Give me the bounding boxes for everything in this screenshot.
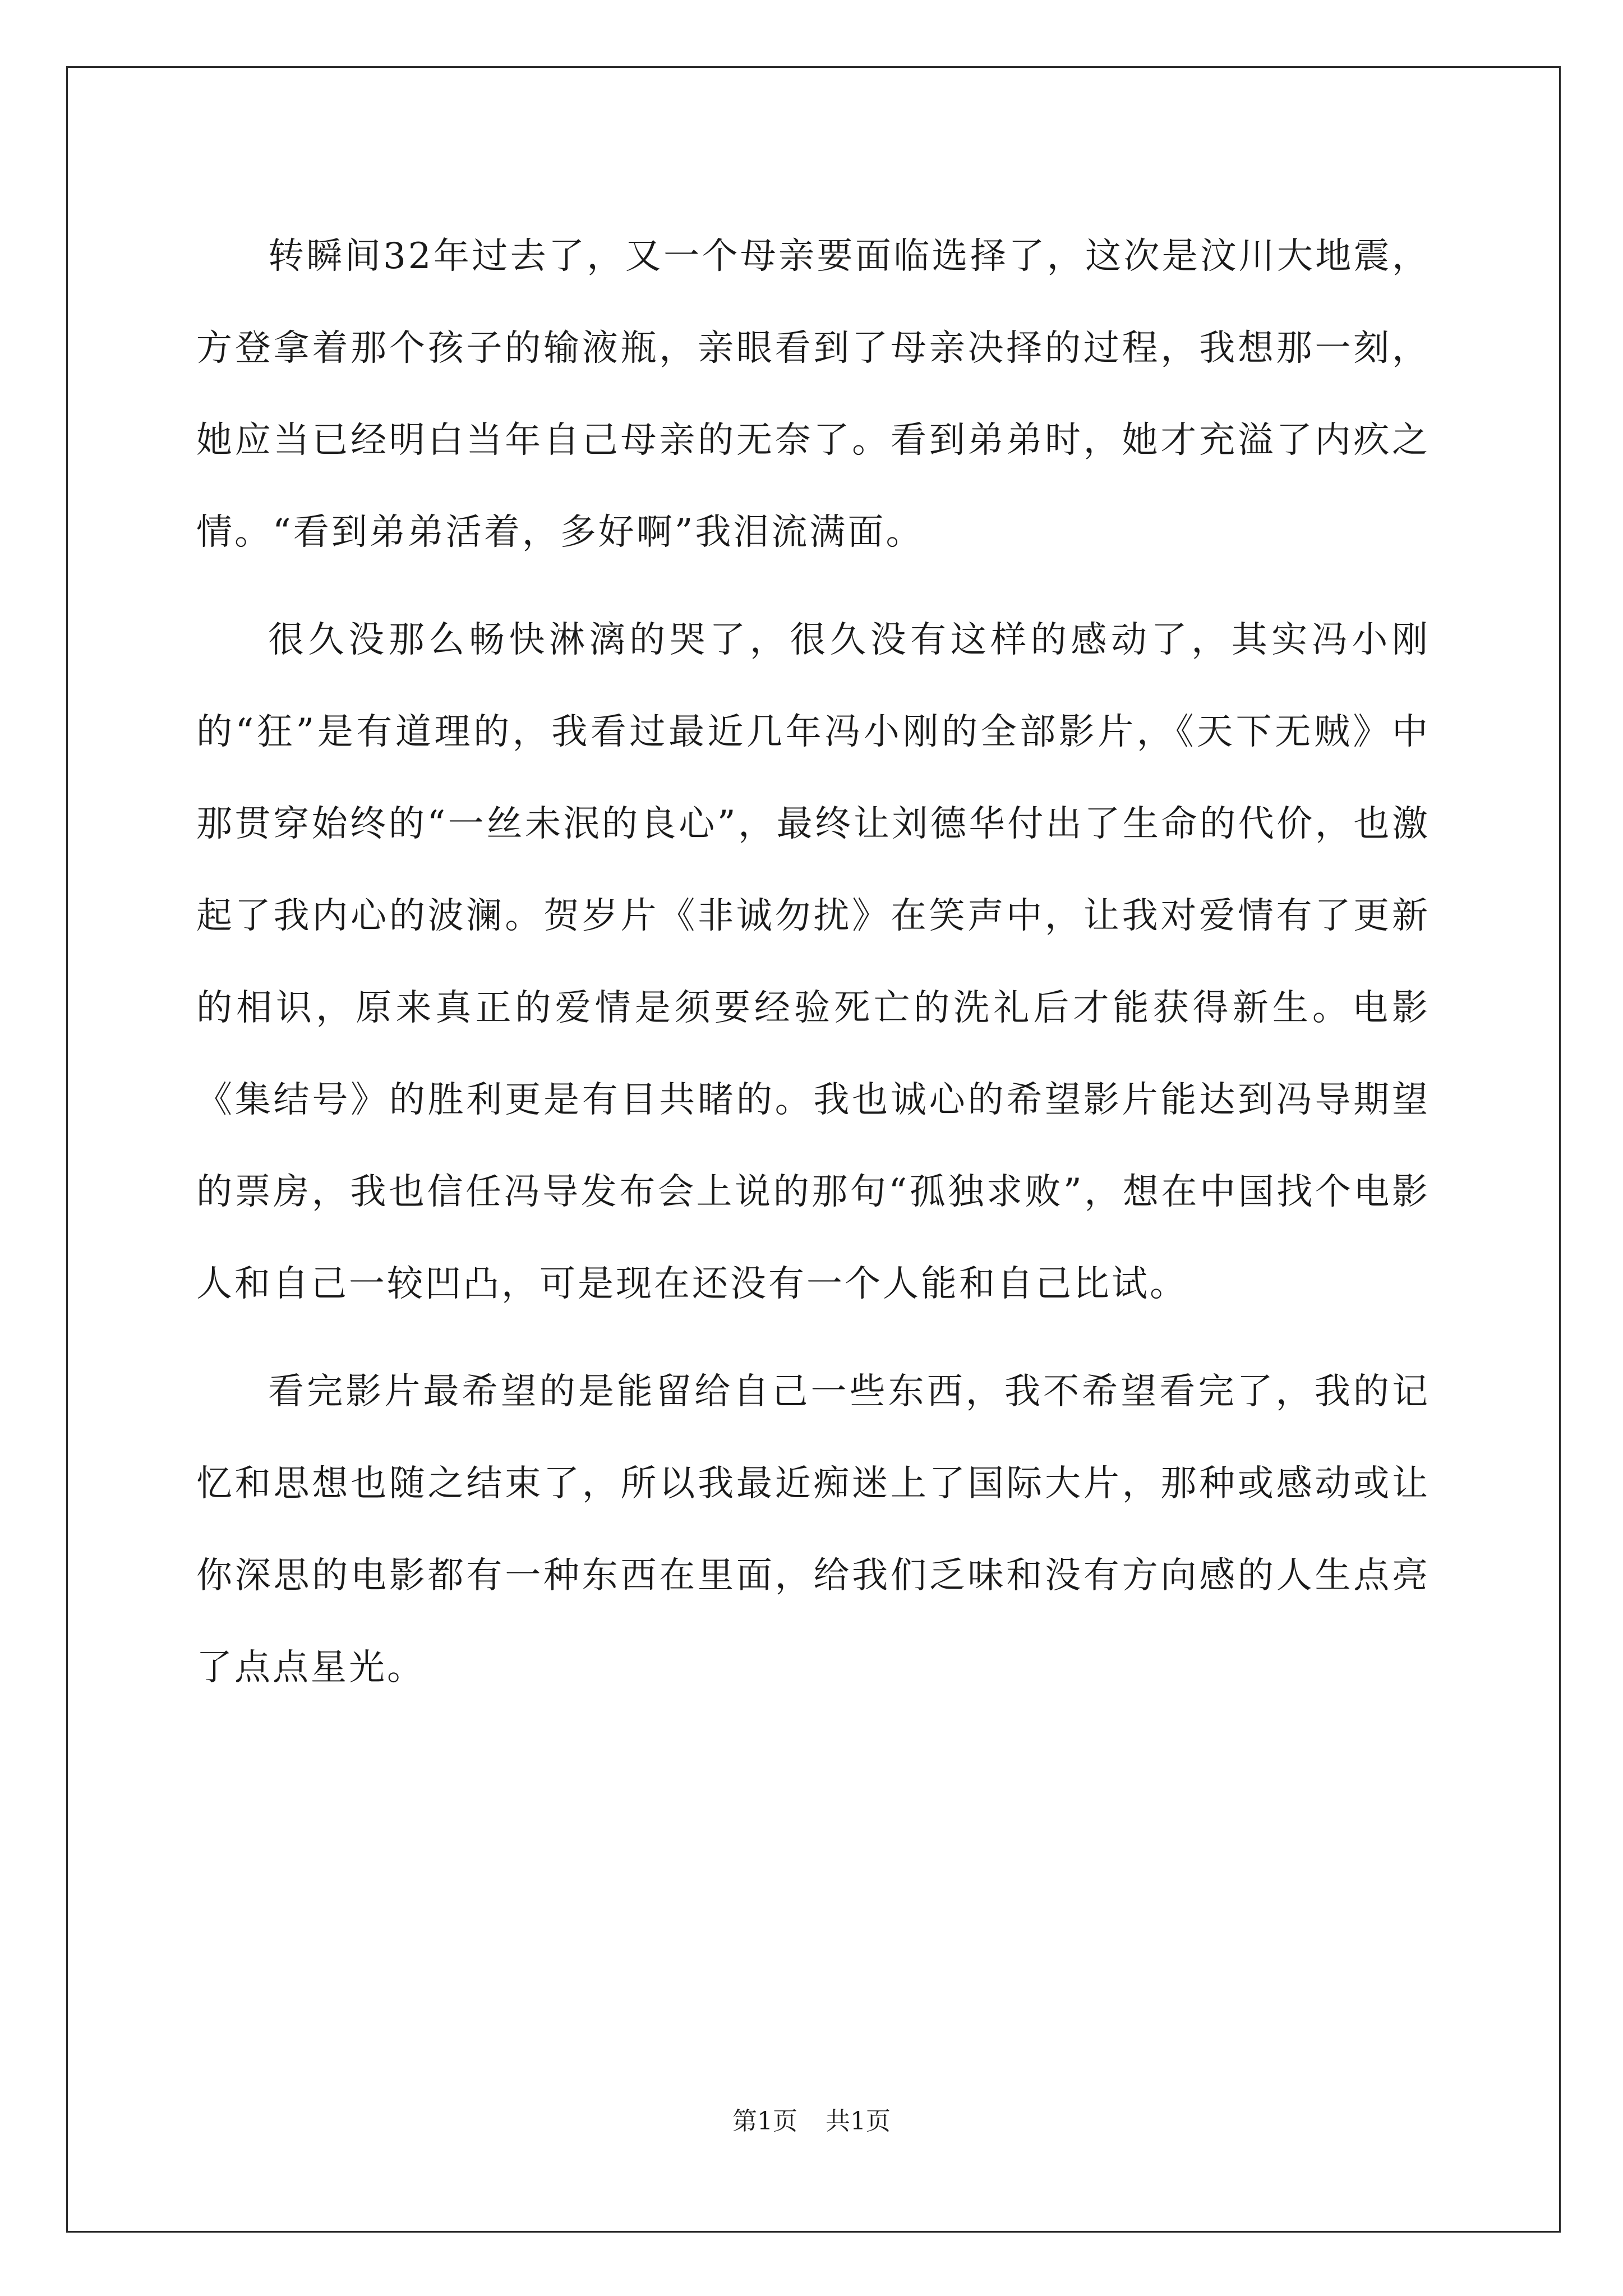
paragraph-1: 转瞬间32年过去了，又一个母亲要面临选择了，这次是汶川大地震，方登拿着那个孩子的输液瓶，亲眼看到了母亲决择的过程，我想那一刻，她应当已经明白当年自己母亲的无奈了。看到弟弟时，她才充溢了内疚之情。“看到弟弟活着，多好啊”我泪流满面。 bbox=[196, 236, 1430, 553]
paragraph-3: 看完影片最希望的是能留给自己一些东西，我不希望看完了，我的记忆和思想也随之结束了，所以我最近痴迷上了国际大片，那种或感动或让你深思的电影都有一种东西在里面，给我们乏味和没有方向感的人生点亮了点点星光。 bbox=[196, 1371, 1430, 1688]
document-body bbox=[196, 210, 1430, 1729]
page-number-total: 共1页 bbox=[826, 2107, 891, 2136]
page-number-current: 第1页 bbox=[732, 2107, 797, 2136]
page-footer bbox=[0, 2101, 1623, 2137]
paragraph-2: 很久没那么畅快淋漓的哭了，很久没有这样的感动了，其实冯小刚的“狂”是有道理的，我看过最近几年冯小刚的全部影片，《天下无贼》中那贯穿始终的“一丝未泯的良心”，最终让刘德华付出了生命的代价，也激起了我内心的波澜。贺岁片《非诚勿扰》在笑声中，让我对爱情有了更新的相识，原来真正的爱情是须要经验死亡的洗礼后才能获得新生。电影《集结号》的胜利更是有目共睹的。我也诚心的希望影片能达到冯导期望的票房，我也信任冯导发布会上说的那句“孤独求败”，想在中国找个电影人和自己一较凹凸，可是现在还没有一个人能和自己比试。 bbox=[196, 619, 1430, 1305]
